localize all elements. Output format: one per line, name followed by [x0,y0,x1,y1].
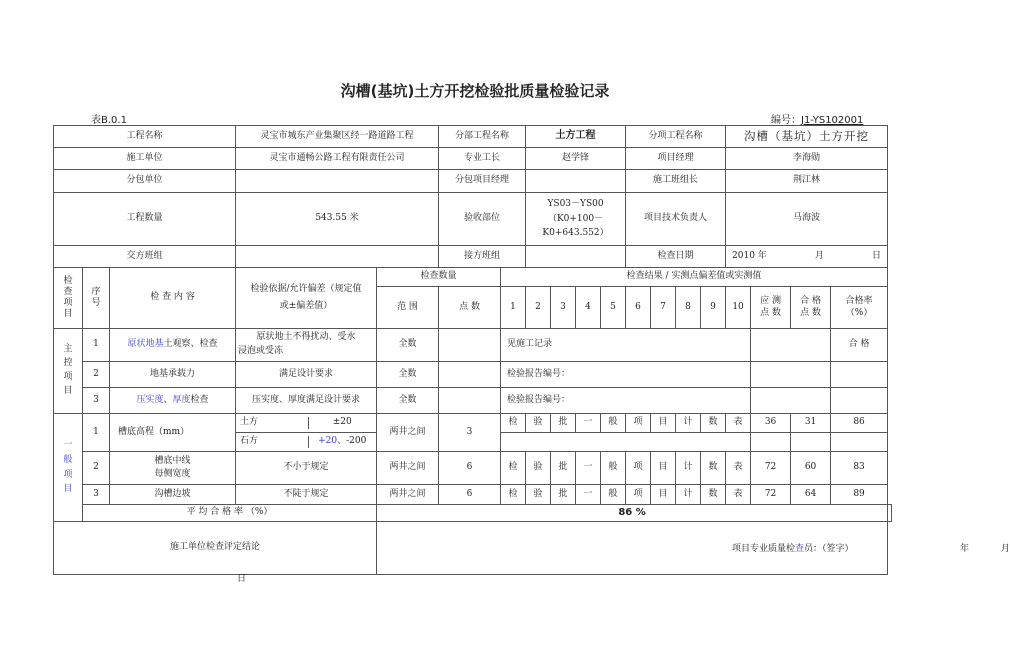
batch-cell: 项 [626,452,651,485]
content-line-2: 每侧宽度 [154,469,191,479]
team-leader-label: 施工班组长 [626,170,726,193]
col-item-2: 查 [63,286,73,297]
subcontractor-label: 分包单位 [54,170,236,193]
table-row [54,414,892,433]
basis-cell: 满足设计要求 [236,362,377,388]
contractor-value: 灵宝市通畅公路工程有限责任公司 [236,148,439,170]
main-label-char: 目 [63,385,73,396]
main-label-char: 主 [63,344,73,355]
seq-cell: 3 [83,485,110,505]
table-row [54,485,892,505]
result-cell: 见施工记录 [501,329,751,362]
pm-label: 项目经理 [626,148,726,170]
batch-cell: 检 [501,414,526,433]
col-seq [83,268,110,329]
general-items-label [54,414,83,522]
batch-cell: 计 [676,414,701,433]
range-cell: 全数 [377,388,439,414]
content-highlight: 厚度 [172,394,191,405]
form-number: 表B.0.1 [91,115,127,126]
should-pass-cell [751,388,831,414]
content-line-1: 槽底中线 [154,455,191,466]
basis-cell: 不小于规定 [236,452,377,485]
should-cell [751,433,791,452]
content-cell: 地基承载力 [110,362,236,388]
tech-label: 项目技术负责人 [626,193,726,246]
range-cell: 全数 [377,329,439,362]
content-highlight: 原状地基 [127,339,164,350]
range-cell: 两井之间 [377,485,439,505]
basis-sub-cell [236,433,377,452]
batch-cell: 般 [601,485,626,505]
subcontractor-value [236,170,439,193]
check-date-value [726,246,888,268]
basis-sub-value: ±20 [332,417,352,428]
sub-project-label: 分部工程名称 [439,126,526,148]
batch-cell: 数 [701,452,726,485]
basis-line-1: 原状地土不得扰动、受水 [256,332,356,343]
col-pass-1: 合 格 [800,296,821,307]
content-text: 检查 [190,394,209,405]
receive-value [526,246,626,268]
points-cell: 3 [439,414,501,452]
rate-cell [831,433,888,452]
col-should-1: 应 测 [760,296,781,307]
general-label-char: 一 [63,439,73,450]
col-num: 2 [526,287,551,329]
rate-cell: 83 [831,452,888,485]
content-text: 、 [163,394,173,405]
basis-cell: 压实度、厚度满足设计要求 [236,388,377,414]
seq-cell: 2 [83,452,110,485]
should-cell: 36 [751,414,791,433]
conclusion-label: 施工单位检查评定结论 [54,522,377,575]
item-project-label: 分项工程名称 [626,126,726,148]
content-cell: 沟槽边坡 [110,485,236,505]
accept-label: 验收部位 [439,193,526,246]
batch-cell: 般 [601,414,626,433]
basis-cell: 不陡于规定 [236,485,377,505]
row-average [54,505,892,522]
basis-line-2: 浸泡或受冻 [238,346,284,356]
check-month: 月 [814,250,824,261]
result-empty-cell [501,433,751,452]
col-seq-2: 号 [91,298,101,308]
row-column-header-1 [54,268,892,287]
table-row [54,329,892,362]
row-project-name [54,126,892,148]
quantity-label: 工程数量 [54,193,236,246]
batch-cell: 目 [651,452,676,485]
col-qty: 检查数量 [377,268,501,287]
points-cell [439,388,501,414]
seq-cell: 2 [83,362,110,388]
batch-cell: 批 [551,485,576,505]
table-row [54,388,892,414]
row-subcontractor [54,170,892,193]
points-cell [439,329,501,362]
col-num: 6 [626,287,651,329]
row-quantity [54,193,892,246]
col-num: 3 [551,287,576,329]
col-points: 点 数 [439,287,501,329]
result-cell: 检验报告编号： [501,362,751,388]
accept-line-2: （K0+100－ [547,213,604,224]
doc-no-value: J1-YS102001 [801,115,864,126]
batch-cell: 表 [726,452,751,485]
main-label-char: 项 [63,372,73,382]
handover-label: 交方班组 [54,246,236,268]
content-text: 土观察、检查 [163,339,218,350]
seq-cell: 1 [83,329,110,362]
sign-highlight: 查 [795,544,805,554]
batch-cell: 一 [576,414,601,433]
col-rate-1: 合格率 [845,296,873,307]
page-title: 沟槽(基坑)土方开挖检验批质量检验记录 [340,82,610,100]
table-row [54,452,892,485]
batch-cell: 验 [526,452,551,485]
col-basis-1: 检验依据/允许偏差（规定值 [250,283,362,294]
table-row [54,362,892,388]
average-value: 86 % [377,505,888,522]
batch-cell: 数 [701,414,726,433]
basis-cell [236,329,377,362]
accept-line-3: K0+643.552） [542,228,609,239]
main-label-char: 控 [63,358,73,369]
col-pass [791,287,831,329]
batch-cell: 项 [626,485,651,505]
col-num: 10 [726,287,751,329]
item-project-value: 沟槽（基坑）土方开挖 [726,126,888,148]
col-result: 检查结果 / 实测点偏差值或实测值 [501,268,888,287]
rate-cell [831,362,888,388]
basis-sub-cell [236,414,377,433]
col-num: 5 [601,287,626,329]
tech-value: 马海波 [726,193,888,246]
inspector-signature-label [732,544,854,555]
batch-cell: 一 [576,452,601,485]
general-label-char: 般 [63,454,73,465]
sub-pm-value [526,170,626,193]
col-basis-2: 或±偏差值） [279,301,333,311]
col-content: 检 查 内 容 [110,268,236,329]
col-num: 7 [651,287,676,329]
col-seq-1: 序 [91,286,101,297]
rate-cell: 86 [831,414,888,433]
batch-cell: 计 [676,485,701,505]
project-name-value: 灵宝市城东产业集聚区经一路道路工程 [236,126,439,148]
sign-text-2: 员：（签字） [804,544,854,554]
col-item-1: 检 [63,275,73,286]
range-cell: 两井之间 [377,452,439,485]
document-number [771,111,863,126]
conclusion-month: 月 [1001,544,1010,554]
col-num: 8 [676,287,701,329]
points-cell: 6 [439,452,501,485]
handover-value [236,246,439,268]
pm-value: 李海勋 [726,148,888,170]
content-cell [110,452,236,485]
row-contractor [54,148,892,170]
content-cell: 槽底高程（mm） [110,414,236,452]
col-should [751,287,791,329]
check-date-label: 检查日期 [626,246,726,268]
batch-cell: 验 [526,414,551,433]
average-label: 平 均 合 格 率 （%） [83,505,377,522]
col-should-2: 点 数 [760,307,781,318]
basis-sub-name: 土方 [236,417,309,428]
team-leader-value: 荆江林 [726,170,888,193]
batch-cell: 检 [501,452,526,485]
batch-cell: 批 [551,414,576,433]
col-rate-2: （%） [845,307,873,318]
batch-cell: 批 [551,452,576,485]
accept-line-1: YS03－YS00 [547,198,604,209]
basis-sub-value-highlight: +20 [318,436,338,447]
batch-cell: 数 [701,485,726,505]
batch-cell: 计 [676,452,701,485]
should-pass-cell [751,362,831,388]
col-item-4: 目 [63,309,73,320]
accept-value [526,193,626,246]
content-cell [110,329,236,362]
foreman-value: 赵学锋 [526,148,626,170]
batch-cell: 表 [726,485,751,505]
row-handover [54,246,892,268]
batch-cell: 表 [726,414,751,433]
conclusion-year: 年 [960,544,970,554]
range-cell: 全数 [377,362,439,388]
batch-cell: 验 [526,485,551,505]
main-items-label [54,329,83,414]
batch-cell: 项 [626,414,651,433]
col-range: 范 围 [377,287,439,329]
quantity-value: 543.55 米 [236,193,439,246]
sub-pm-label: 分包项目经理 [439,170,526,193]
inspection-record-table [53,125,1010,575]
sign-text-1: 项目专业质量检 [732,544,796,554]
rate-cell [831,388,888,414]
batch-cell: 般 [601,452,626,485]
pass-cell [791,433,831,452]
points-cell [439,362,501,388]
range-cell: 两井之间 [377,414,439,452]
col-item [54,268,83,329]
col-num: 4 [576,287,601,329]
batch-cell: 目 [651,414,676,433]
foreman-label: 专业工长 [439,148,526,170]
average-empty [888,505,892,522]
conclusion-body [377,522,1010,575]
check-year: 2010 年 [732,250,767,261]
content-cell [110,388,236,414]
pass-cell: 64 [791,485,831,505]
pass-cell: 60 [791,452,831,485]
result-cell: 检验报告编号： [501,388,751,414]
row-conclusion [54,522,892,575]
contractor-label: 施工单位 [54,148,236,170]
seq-cell: 1 [83,414,110,452]
col-basis [236,268,377,329]
receive-label: 接方班组 [439,246,526,268]
should-pass-cell [751,329,831,362]
points-cell: 6 [439,485,501,505]
seq-cell: 3 [83,388,110,414]
batch-cell: 目 [651,485,676,505]
should-cell: 72 [751,485,791,505]
batch-cell: 一 [576,485,601,505]
batch-cell: 检 [501,485,526,505]
conclusion-day: 日 [237,574,247,584]
rate-cell: 合 格 [831,329,888,362]
pass-cell: 31 [791,414,831,433]
check-day: 日 [872,250,882,261]
col-item-3: 项 [63,298,73,308]
should-cell: 72 [751,452,791,485]
project-name-label: 工程名称 [54,126,236,148]
col-num: 1 [501,287,526,329]
col-rate [831,287,888,329]
sub-project-value: 土方工程 [526,126,626,148]
col-num: 9 [701,287,726,329]
col-pass-2: 点 数 [800,307,821,318]
doc-no-label: 编号： [771,115,801,126]
rate-cell: 89 [831,485,888,505]
general-label-char: 目 [63,484,73,495]
basis-sub-value: 、-200 [337,436,367,447]
basis-sub-name: 石方 [236,436,309,447]
content-highlight: 压实度 [136,394,164,405]
general-label-char: 项 [63,469,73,480]
